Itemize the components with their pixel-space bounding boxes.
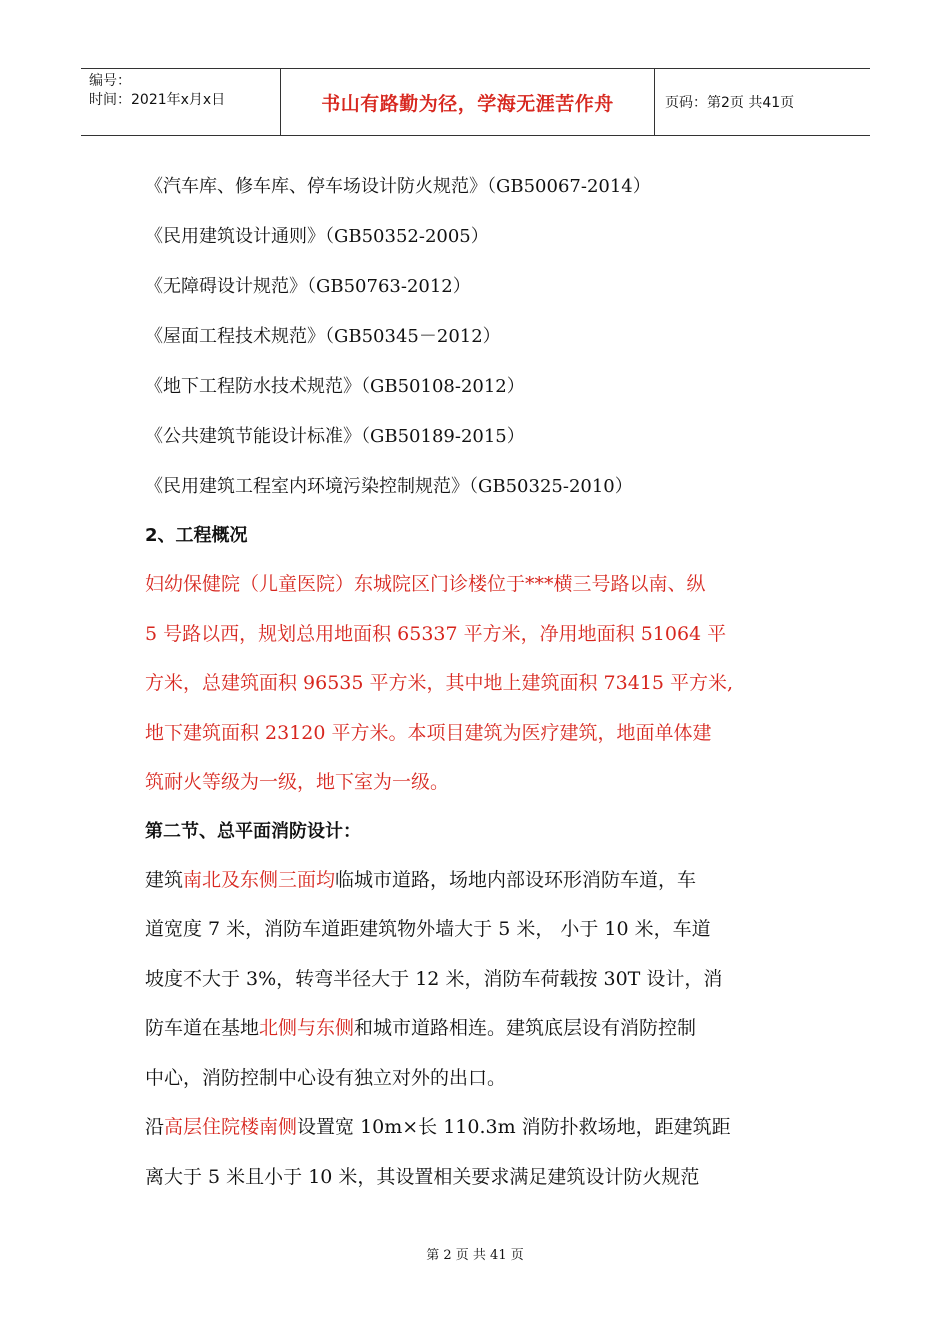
paragraph-line: 筑耐火等级为一级，地下室为一级。 [145, 771, 450, 793]
text-segment: 设置宽 10m×长 110.3m 消防扑救场地，距建筑距 [297, 1116, 731, 1138]
reference-item: 《无障碍设计规范》（GB50763-2012） [145, 276, 471, 297]
paragraph-line: 妇幼保健院（儿童医院）东城院区门诊楼位于***横三号路以南、纵 [145, 573, 706, 595]
paragraph-line: 5 号路以西，规划总用地面积 65337 平方米，净用地面积 51064 平 [145, 622, 727, 645]
document-number-label: 编号： [89, 73, 131, 89]
paragraph-line [145, 1004, 805, 1054]
document-time-label: 时间：2021年x月x日 [89, 92, 226, 108]
paragraph-line: 地下建筑面积 23120 平方米。本项目建筑为医疗建筑，地面单体建 [145, 721, 712, 744]
text-segment: 和城市道路相连。建筑底层设有消防控制 [354, 1017, 697, 1039]
paragraph-line: 中心，消防控制中心设有独立对外的出口。 [145, 1066, 507, 1089]
reference-item: 《地下工程防水技术规范》（GB50108-2012） [145, 376, 525, 397]
text-segment: 防车道在基地 [145, 1017, 260, 1039]
paragraph-line: 道宽度 7 米，消防车道距建筑物外墙大于 5 米， 小于 10 米，车道 [145, 918, 711, 940]
paragraph-line [145, 856, 805, 906]
fire-design-paragraph-1 [145, 856, 805, 1104]
page-footer: 第 2 页 共 41 页 [426, 1248, 524, 1263]
reference-item: 《民用建筑工程室内环境污染控制规范》（GB50325-2010） [145, 476, 633, 497]
page-header [81, 68, 870, 136]
fire-design-paragraph-2 [145, 1103, 805, 1202]
highlight-text: 北侧与东侧 [259, 1017, 355, 1039]
reference-item: 《屋面工程技术规范》（GB50345－2012） [145, 326, 501, 347]
section-heading-fire-design: 第二节、总平面消防设计： [145, 820, 361, 842]
highlight-text: 南北及东侧三面均 [183, 868, 336, 891]
header-meta [81, 69, 281, 135]
header-page-info: 页码：第2页 共41页 [665, 95, 795, 111]
page-content [145, 162, 805, 1202]
header-motto: 书山有路勤为径，学海无涯苦作舟 [281, 69, 655, 135]
paragraph-line: 方米，总建筑面积 96535 平方米，其中地上建筑面积 73415 平方米, [145, 672, 734, 694]
paragraph-line [145, 1103, 805, 1153]
highlight-text: 高层住院楼南侧 [164, 1116, 298, 1138]
reference-item: 《公共建筑节能设计标准》（GB50189-2015） [145, 426, 525, 447]
reference-item: 《民用建筑设计通则》（GB50352-2005） [145, 226, 489, 247]
section-heading-project-overview: 2、工程概况 [145, 525, 248, 546]
project-overview-paragraph [145, 560, 805, 808]
paragraph-line: 坡度不大于 3%，转弯半径大于 12 米，消防车荷载按 30T 设计，消 [145, 967, 723, 990]
paragraph-line: 离大于 5 米且小于 10 米，其设置相关要求满足建筑设计防火规范 [145, 1165, 700, 1188]
text-segment: 建筑 [145, 868, 184, 891]
reference-item: 《汽车库、修车库、停车场设计防火规范》（GB50067-2014） [145, 176, 651, 197]
text-segment: 临城市道路，场地内部设环形消防车道，车 [335, 868, 697, 891]
text-segment: 沿 [145, 1116, 165, 1138]
